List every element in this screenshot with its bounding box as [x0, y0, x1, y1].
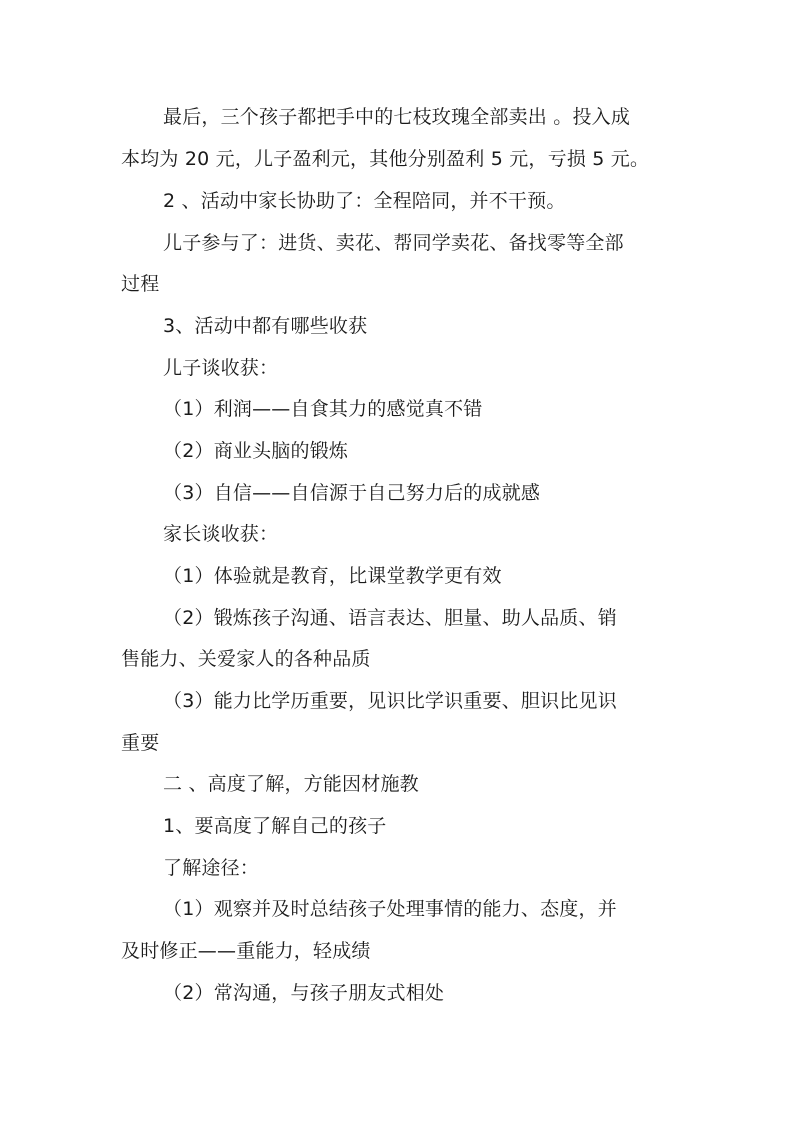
list-item: （3）能力比学历重要，见识比学识重要、胆识比见识 [163, 690, 617, 712]
list-item: （1）体验就是教育，比课堂教学更有效 [163, 565, 502, 587]
paragraph-line: 儿子参与了：进货、卖花、帮同学卖花、备找零等全部 [163, 232, 624, 254]
list-item-continuation: 售能力、关爱家人的各种品质 [121, 648, 371, 670]
list-item-continuation: 及时修正——重能力，轻成绩 [121, 940, 371, 962]
paragraph-line: 最后，三个孩子都把手中的七枝玫瑰全部卖出 。投入成 [163, 106, 631, 128]
paragraph-line: 2 、活动中家长协助了：全程陪同，并不干预。 [163, 190, 566, 212]
paragraph-line: 过程 [121, 273, 160, 295]
list-item: （2）常沟通，与孩子朋友式相处 [163, 982, 445, 1004]
paragraph-line: 儿子谈收获： [163, 357, 279, 379]
list-item: （2）锻炼孩子沟通、语言表达、胆量、助人品质、销 [163, 607, 617, 629]
list-item: （1）观察并及时总结孩子处理事情的能力、态度，并 [163, 898, 617, 920]
section-heading: 二 、高度了解，方能因材施教 [163, 773, 419, 795]
list-item: （1）利润——自食其力的感觉真不错 [163, 398, 483, 420]
section-heading: 1、要高度了解自己的孩子 [163, 815, 387, 837]
list-item: （2）商业头脑的锻炼 [163, 440, 349, 462]
list-item: （3）自信——自信源于自己努力后的成就感 [163, 482, 541, 504]
paragraph-line: 本均为 20 元，儿子盈利元，其他分别盈利 5 元，亏损 5 元。 [121, 148, 650, 170]
section-heading: 3、活动中都有哪些收获 [163, 315, 368, 337]
list-item-continuation: 重要 [121, 732, 160, 754]
paragraph-line: 了解途径： [163, 857, 260, 879]
paragraph-line: 家长谈收获： [163, 523, 279, 545]
